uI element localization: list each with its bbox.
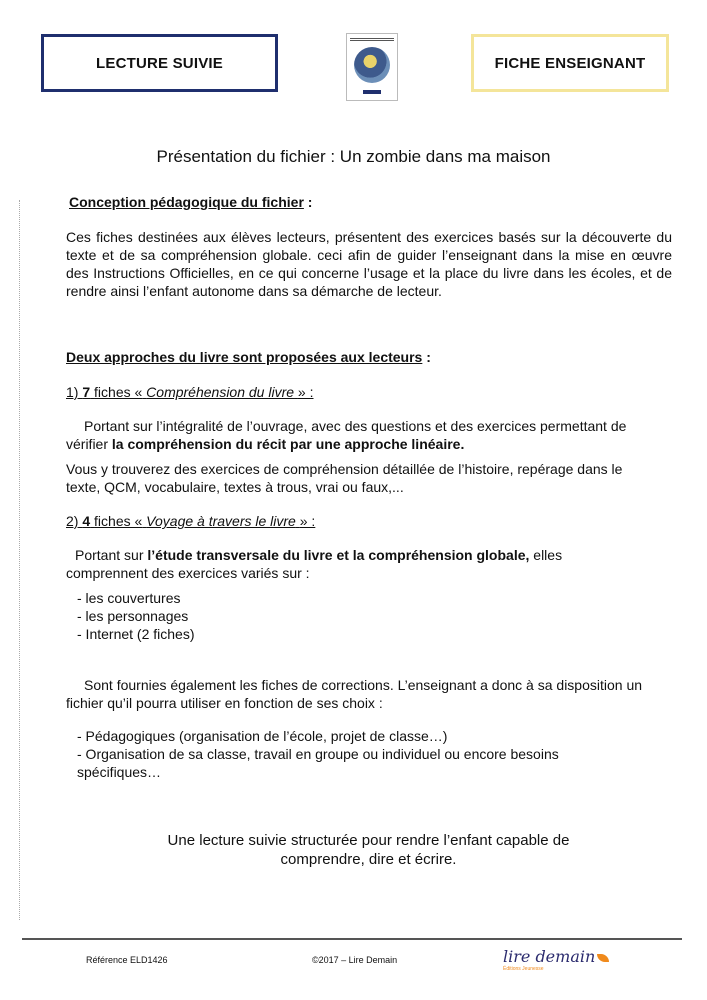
approach-1-detail-line: Vous y trouverez des exercices de compréhension détaillée de l’histoire, repérage dans le bbox=[66, 461, 623, 477]
cover-title-lines bbox=[350, 37, 394, 43]
approach-1-paragraph bbox=[66, 417, 634, 453]
footer-divider bbox=[22, 938, 682, 940]
list-item: spécifiques… bbox=[77, 764, 162, 780]
conception-heading: Conception pédagogique du fichier : bbox=[69, 194, 313, 210]
conception-line: texte et de sa compréhension globale. ceci afin de guider l’enseignant dans la mise en œuvre bbox=[66, 247, 672, 263]
conception-paragraph bbox=[66, 228, 672, 300]
margin-dotted-line bbox=[19, 200, 20, 920]
page-title: Présentation du fichier : Un zombie dans ma maison bbox=[156, 147, 551, 166]
publisher-logo-text: lire demain bbox=[503, 947, 596, 966]
list-item: - Pédagogiques (organisation de l’école, projet de classe…) bbox=[77, 728, 448, 744]
approach-1-title: 1) 7 fiches « Compréhension du livre » : bbox=[66, 384, 314, 400]
conception-line: rendre ainsi l’enfant autonome dans sa démarche de lecteur. bbox=[66, 283, 442, 299]
publisher-logo-subtitle: Éditions Jeunesse bbox=[503, 966, 544, 972]
approaches-heading: Deux approches du livre sont proposées aux lecteurs : bbox=[66, 349, 431, 365]
approach-1-line: Portant sur l’intégralité de l’ouvrage, avec des questions et des exercices permettant de bbox=[84, 418, 627, 434]
approach-1-details bbox=[66, 460, 622, 496]
cover-publisher-bar bbox=[363, 90, 381, 94]
closing-line: comprendre, dire et écrire. bbox=[280, 851, 457, 868]
cover-illustration bbox=[354, 47, 390, 83]
approach-2-line: Portant sur l’étude transversale du livre et la compréhension globale, elles bbox=[75, 547, 563, 563]
corrections-line: fichier qu’il pourra utiliser en fonction de ses choix : bbox=[66, 695, 383, 711]
corrections-paragraph bbox=[66, 676, 642, 712]
footer-reference: Référence ELD1426 bbox=[86, 955, 168, 965]
publisher-logo bbox=[503, 947, 609, 966]
approach-2-line: comprennent des exercices variés sur : bbox=[66, 565, 310, 581]
footer-copyright: ©2017 – Lire Demain bbox=[312, 955, 398, 965]
list-item: - Organisation de sa classe, travail en groupe ou individuel ou encore besoins bbox=[77, 746, 559, 762]
approach-2-bullets bbox=[77, 589, 195, 643]
book-cover-thumbnail bbox=[346, 33, 398, 101]
header-left-box bbox=[41, 34, 278, 92]
list-item: - les personnages bbox=[77, 608, 189, 624]
header-left-label: LECTURE SUIVIE bbox=[96, 54, 223, 72]
approach-1-detail-line: texte, QCM, vocabulaire, textes à trous, vrai ou faux,... bbox=[66, 479, 404, 495]
approach-1-line: vérifier la compréhension du récit par une approche linéaire. bbox=[66, 436, 465, 452]
header-right-box bbox=[471, 34, 669, 92]
leaf-icon bbox=[597, 954, 609, 962]
closing-line: Une lecture suivie structurée pour rendre l’enfant capable de bbox=[167, 832, 570, 849]
conception-line: Ces fiches destinées aux élèves lecteurs, présentent des exercices basés sur la découverte du bbox=[66, 229, 672, 245]
corrections-line: Sont fournies également les fiches de corrections. L’enseignant a donc à sa disposition un bbox=[84, 677, 643, 693]
conception-line: des Instructions Officielles, en ce qui concerne l’usage et la place du livre dans les écoles, et de bbox=[66, 265, 672, 281]
approach-2-title: 2) 4 fiches « Voyage à travers le livre » : bbox=[66, 513, 316, 529]
list-item: - les couvertures bbox=[77, 590, 181, 606]
corrections-bullets bbox=[77, 727, 559, 781]
closing-statement bbox=[0, 831, 707, 869]
list-item: - Internet (2 fiches) bbox=[77, 626, 195, 642]
approach-2-paragraph bbox=[66, 546, 562, 582]
header-right-label: FICHE ENSEIGNANT bbox=[494, 54, 646, 72]
